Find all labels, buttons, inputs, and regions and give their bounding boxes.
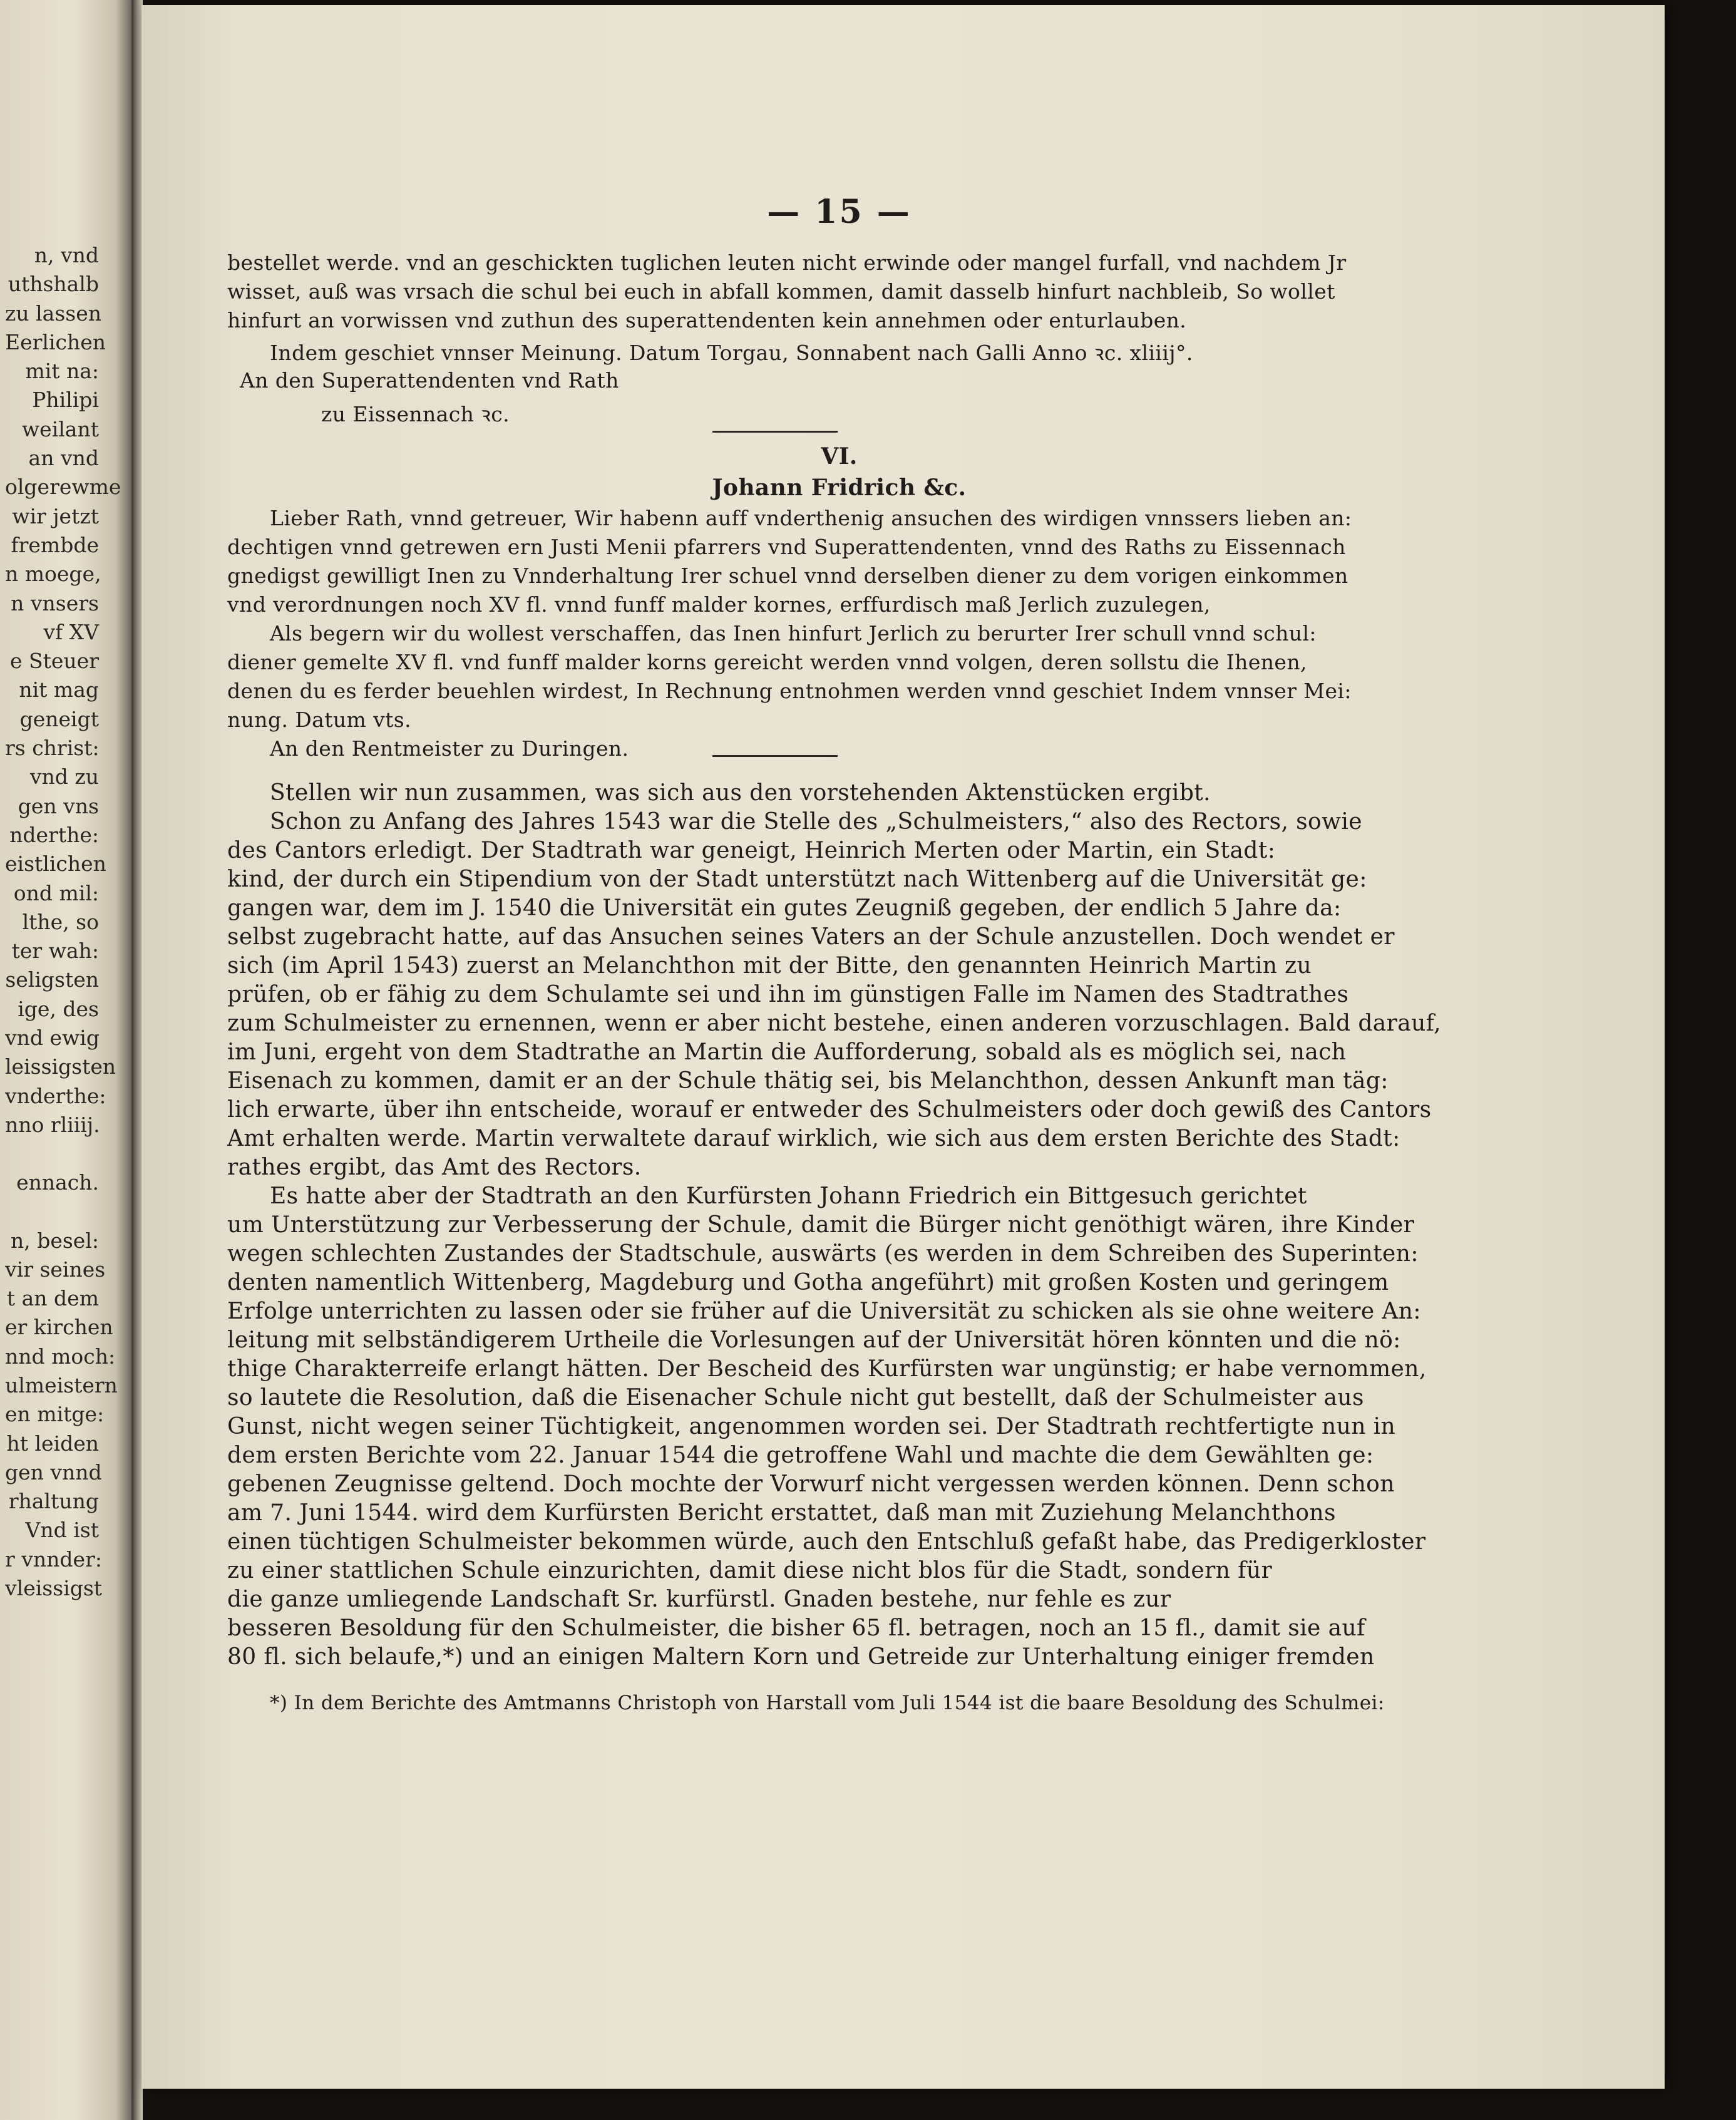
facing-page-line: rhaltung	[8, 1489, 99, 1514]
facing-page-line: uthshalb	[8, 272, 99, 297]
facing-page-line: nit mag	[19, 677, 99, 702]
facing-page-line: ter wah:	[11, 939, 99, 964]
body-line: Erfolge unterrichten zu lassen oder sie früher auf die Universität zu schicken als sie ohne weitere An:	[227, 1299, 1421, 1324]
facing-page-line: ulmeistern	[5, 1372, 118, 1397]
letter-line: diener gemelte XV fl. vnd funff malder korns gereicht werden vnnd volgen, deren sollstu die Ihenen,	[227, 650, 1307, 674]
body-line: gangen war, dem im J. 1540 die Universität ein gutes Zeugniß gegeben, der endlich 5 Jahre da:	[227, 895, 1342, 921]
body-line: Stellen wir nun zusammen, was sich aus den vorstehenden Aktenstücken ergibt.	[270, 780, 1211, 806]
body-line: sich (im April 1543) zuerst an Melanchthon mit der Bitte, den genannten Heinrich Martin zu	[227, 953, 1312, 979]
facing-page-line: rs christ:	[5, 736, 100, 761]
facing-page-line: n moege,	[5, 562, 101, 587]
body-line: wegen schlechten Zustandes der Stadtschule, auswärts (es werden in dem Schreiben des Superinten:	[227, 1241, 1419, 1267]
body-line: prüfen, ob er fähig zu dem Schulamte sei und ihn im günstigen Falle im Namen des Stadtrathes	[227, 982, 1349, 1007]
letter-address: An den Rentmeister zu Duringen.	[270, 736, 629, 761]
facing-page-line: vnd zu	[29, 764, 99, 790]
facing-page-line: an vnd	[28, 446, 99, 471]
facing-page-line: zu lassen	[5, 301, 102, 326]
body-line: gebenen Zeugnisse geltend. Doch mochte der Vorwurf nicht vergessen werden können. Denn schon	[227, 1471, 1395, 1497]
facing-page-line: n, besel:	[10, 1228, 99, 1253]
section-divider	[712, 431, 838, 433]
facing-page-line: gen vnnd	[5, 1459, 102, 1485]
facing-page-line: r vnnder:	[5, 1546, 102, 1572]
facing-page-line: vir seines	[5, 1257, 106, 1282]
facing-page-line: ennach.	[16, 1170, 99, 1195]
body-line: zu einer stattlichen Schule einzurichten, damit diese nicht blos für die Stadt, sondern für	[227, 1558, 1273, 1583]
facing-page-line: Eerlichen	[5, 329, 106, 354]
facing-page-line: seligsten	[5, 967, 99, 992]
letter-address: An den Superattendenten vnd Rath	[240, 368, 619, 393]
facing-page-line: gen vns	[18, 793, 99, 818]
letter-sender: Johann Fridrich &c.	[712, 475, 967, 501]
letter-line: wisset, auß was vrsach die schul bei euch in abfall kommen, damit dasselb hinfurt nachbleib, So wollet	[227, 279, 1335, 304]
section-heading: VI.	[821, 443, 858, 470]
body-line: Schon zu Anfang des Jahres 1543 war die Stelle des „Schulmeisters,“ also des Rectors, sowie	[270, 809, 1362, 835]
body-line: im Juni, ergeht von dem Stadtrathe an Martin die Aufforderung, sobald als es möglich sei, nach	[227, 1039, 1347, 1065]
facing-page-line: vnderthe:	[5, 1083, 106, 1108]
facing-page-line: ige, des	[18, 996, 99, 1021]
facing-page-line: Philipi	[32, 388, 99, 413]
facing-page-line: er kirchen	[5, 1315, 113, 1340]
facing-page-line	[5, 1140, 99, 1168]
document-page	[141, 5, 1665, 2089]
facing-page-line: olgerewme	[5, 475, 121, 500]
facing-page-line: lthe, so	[22, 909, 99, 934]
letter-line: hinfurt an vorwissen vnd zuthun des superattendenten kein annehmen oder enturlauben.	[227, 308, 1187, 332]
body-line: Amt erhalten werde. Martin verwaltete darauf wirklich, wie sich aus dem ersten Berichte des Stadt:	[227, 1126, 1400, 1151]
body-line: Gunst, nicht wegen seiner Tüchtigkeit, angenommen worden sei. Der Stadtrath rechtfertigte nun in	[227, 1414, 1396, 1439]
body-line: thige Charakterreife erlangt hätten. Der Bescheid des Kurfürsten war ungünstig; er habe vernommen,	[227, 1356, 1427, 1382]
facing-page-line: nderthe:	[9, 822, 99, 847]
facing-page-line: vnd ewig	[5, 1026, 100, 1051]
facing-page-line: t an dem	[6, 1286, 99, 1311]
body-line: Es hatte aber der Stadtrath an den Kurfürsten Johann Friedrich ein Bittgesuch gerichtet	[270, 1183, 1307, 1209]
body-line: selbst zugebracht hatte, auf das Ansuchen seines Vaters an der Schule anzustellen. Doch wendet er	[227, 924, 1395, 950]
facing-page-line: nnd moch:	[5, 1344, 116, 1369]
page-number: — 15 —	[767, 193, 912, 231]
facing-page-line: ond mil:	[13, 880, 99, 905]
facing-page-line: en mitge:	[5, 1402, 105, 1427]
facing-page-line: e Steuer	[10, 649, 99, 674]
body-line: dem ersten Berichte vom 22. Januar 1544 die getroffene Wahl und machte die dem Gewählten ge:	[227, 1443, 1374, 1468]
letter-address: zu Eissennach ꝛc.	[321, 402, 510, 426]
letter-line: Indem geschiet vnnser Meinung. Datum Torgau, Sonnabent nach Galli Anno ꝛc. xliiij°.	[270, 341, 1193, 365]
facing-page-line: eistlichen	[5, 852, 106, 877]
body-line: einen tüchtigen Schulmeister bekommen würde, auch den Entschluß gefaßt habe, das Predigerkloster	[227, 1529, 1426, 1555]
facing-page-line: nno rliiij.	[5, 1112, 100, 1137]
body-line: zum Schulmeister zu ernennen, wenn er aber nicht bestehe, einen anderen vorzuschlagen. Bald darauf,	[227, 1011, 1441, 1036]
letter-line: Als begern wir du wollest verschaffen, das Inen hinfurt Jerlich zu berurter Irer schull vnnd schul:	[270, 621, 1317, 646]
facing-page-line: frembde	[11, 532, 99, 557]
body-line: besseren Besoldung für den Schulmeister, die bisher 65 fl. betragen, noch an 15 fl., damit sie auf	[227, 1615, 1365, 1641]
letter-line: bestellet werde. vnd an geschickten tuglichen leuten nicht erwinde oder mangel furfall, vnd nachdem Jr	[227, 250, 1347, 275]
footnote: *) In dem Berichte des Amtmanns Christoph von Harstall vom Juli 1544 ist die baare Besoldung des Schulmei:	[270, 1692, 1385, 1714]
facing-page-line: Vnd ist	[25, 1518, 99, 1543]
letter-line: dechtigen vnnd getrewen ern Justi Menii pfarrers vnd Superattendenten, vnnd des Raths zu Eissennach	[227, 535, 1346, 559]
facing-page-line: leissigsten	[5, 1054, 116, 1079]
body-line: kind, der durch ein Stipendium von der Stadt unterstützt nach Wittenberg auf die Universität ge:	[227, 867, 1367, 892]
body-line: Eisenach zu kommen, damit er an der Schule thätig sei, bis Melanchthon, dessen Ankunft man täg:	[227, 1068, 1389, 1094]
facing-page-line: vleissigst	[5, 1576, 103, 1601]
body-line: leitung mit selbständigerem Urtheile die Vorlesungen auf der Universität hören könnten und die nö:	[227, 1327, 1401, 1353]
letter-line: vnd verordnungen noch XV fl. vnnd funff malder kornes, erffurdisch maß Jerlich zuzulegen,	[227, 592, 1211, 617]
body-line: um Unterstützung zur Verbesserung der Schule, damit die Bürger nicht genöthigt wären, ihre Kinder	[227, 1212, 1415, 1238]
facing-page-left	[0, 0, 131, 2120]
letter-line: nung. Datum vts.	[227, 708, 412, 732]
facing-page-line: weilant	[21, 416, 99, 441]
letter-line: denen du es ferder beuehlen wirdest, In Rechnung entnohmen werden vnnd geschiet Indem vnnser Mei:	[227, 679, 1352, 703]
facing-page-line: geneigt	[19, 706, 99, 731]
body-line: lich erwarte, über ihn entscheide, worauf er entweder des Schulmeisters oder doch gewiß des Cantors	[227, 1097, 1432, 1123]
body-line: denten namentlich Wittenberg, Magdeburg und Gotha angeführt) mit großen Kosten und geringem	[227, 1270, 1389, 1295]
body-line: so lautete die Resolution, daß die Eisenacher Schule nicht gut bestellt, daß der Schulmeister aus	[227, 1385, 1364, 1411]
letter-line: gnedigst gewilligt Inen zu Vnnderhaltung Irer schuel vnnd derselben diener zu dem vorigen einkommen	[227, 563, 1348, 588]
body-line: die ganze umliegende Landschaft Sr. kurfürstl. Gnaden bestehe, nur fehle es zur	[227, 1587, 1171, 1612]
letter-line: Lieber Rath, vnnd getreuer, Wir habenn auff vnderthenig ansuchen des wirdigen vnnssers lieben an:	[270, 506, 1352, 530]
section-divider	[712, 755, 838, 757]
facing-page-line: n vnsers	[11, 590, 99, 615]
body-line: 80 fl. sich belaufe,*) und an einigen Maltern Korn und Getreide zur Unterhaltung einiger fremden	[227, 1644, 1375, 1670]
facing-page-line	[5, 1198, 99, 1227]
body-line: am 7. Juni 1544. wird dem Kurfürsten Bericht erstattet, daß man mit Zuziehung Melanchthons	[227, 1500, 1336, 1526]
facing-page-line: mit na:	[25, 359, 99, 384]
facing-page-line: ht leiden	[6, 1431, 99, 1456]
facing-page-line: n, vnd	[34, 243, 99, 267]
facing-page-text	[5, 241, 121, 1603]
body-line: rathes ergibt, das Amt des Rectors.	[227, 1155, 642, 1180]
facing-page-line: vf XV	[43, 619, 99, 644]
facing-page-line: wir jetzt	[12, 503, 99, 528]
body-line: des Cantors erledigt. Der Stadtrath war geneigt, Heinrich Merten oder Martin, ein Stadt:	[227, 838, 1276, 863]
